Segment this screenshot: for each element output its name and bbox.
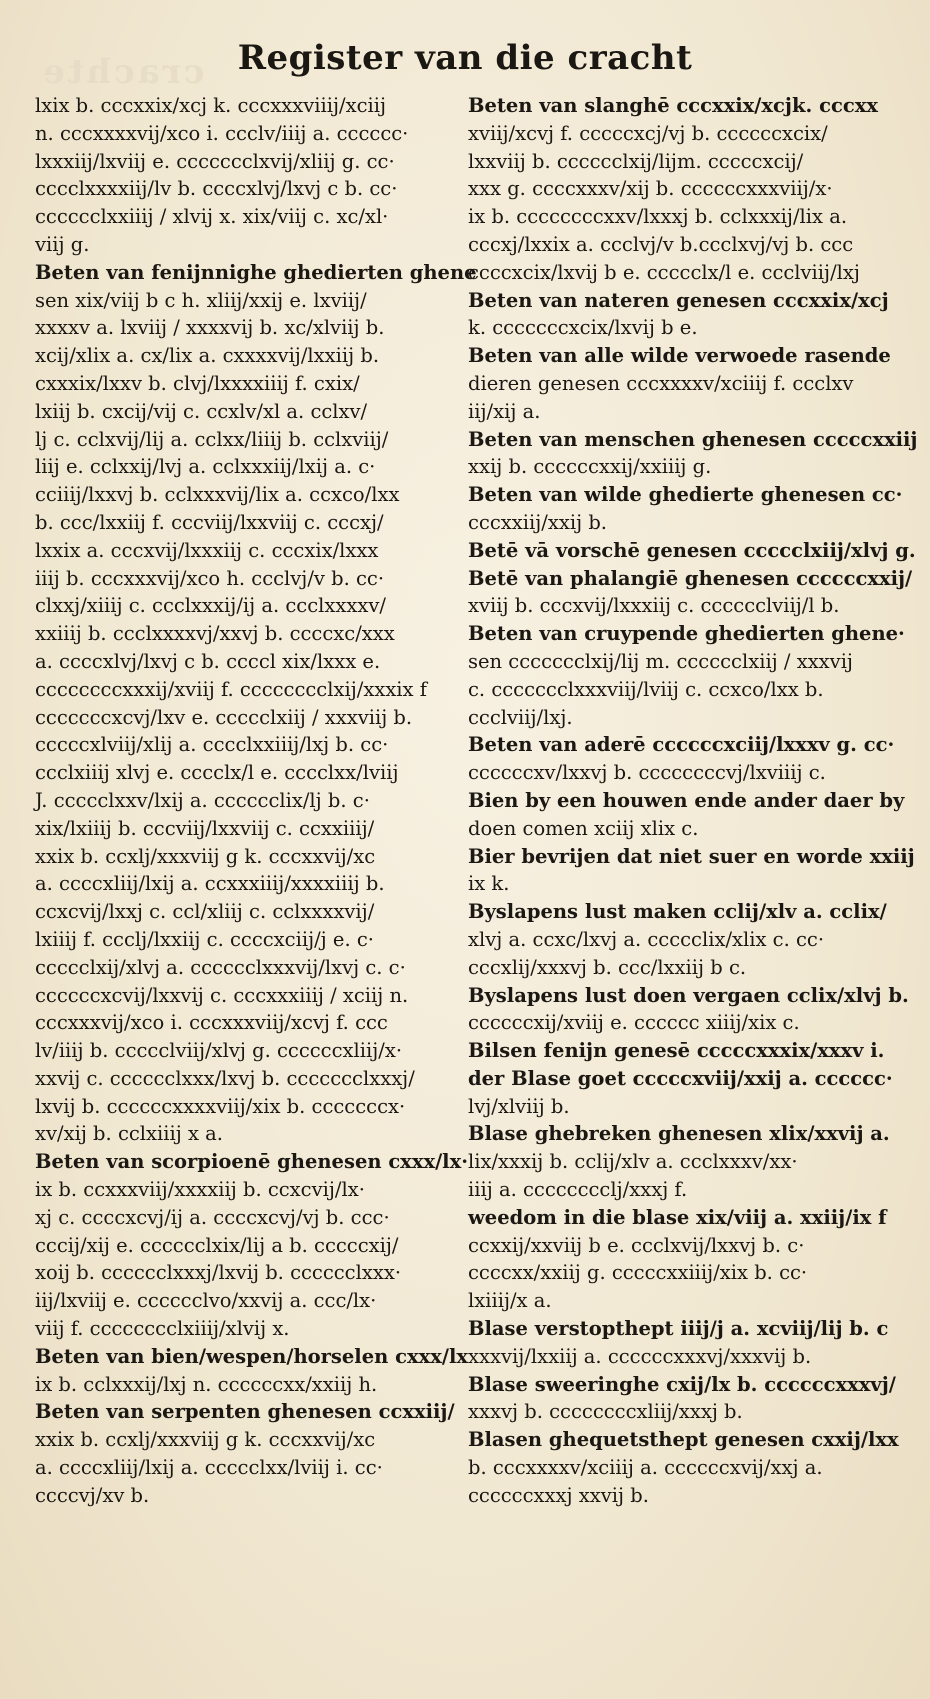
register-entry-heading: Bier bevrijen dat niet suer en worde xxiij (468, 844, 915, 868)
register-entry-heading: Beten van scorpioenē ghenesen cxxx/lx· (35, 1150, 469, 1174)
register-entry-heading: Beten van alle wilde verwoede rasende (468, 344, 891, 368)
register-entry-line: ccccxcix/lxvij b e. ccccclx/l e. ccclviij/lxj (468, 260, 860, 284)
register-entry-line: ix b. ccxxxviij/xxxxiij b. ccxcvij/lx· (35, 1178, 365, 1202)
register-entry-line: xxxvij/lxxiij a. ccccccxxxvj/xxxvij b. (468, 1344, 812, 1368)
register-entry-heading: weedom in die blase xix/viij a. xxiij/ix f (468, 1205, 887, 1229)
register-entry-line: ccccclxij/xlvj a. cccccclxxxvij/lxvj c. c· (35, 955, 406, 979)
register-entry-line: ix b. ccccccccxxv/lxxxj b. cclxxxij/lix a. (468, 205, 848, 229)
register-entry-line: cccxxiij/xxij b. (468, 510, 608, 534)
register-entry-line: ccccccxij/xviij e. cccccc xiiij/xix c. (468, 1011, 800, 1035)
register-entry-line: ccclxiiij xlvj e. cccclx/l e. cccclxx/lviij (35, 761, 399, 785)
register-entry-line: lxiiij/x a. (468, 1289, 552, 1313)
register-entry-heading: Blase verstopthept iiij/j a. xcviij/lij b. c (468, 1317, 889, 1341)
register-entry-line: lvj/xlviij b. (468, 1094, 570, 1118)
register-entry-line: a. ccccxliij/lxij a. ccxxxiiij/xxxxiiij b. (35, 872, 385, 896)
register-entry-heading: Betē vā vorschē genesen ccccclxiij/xlvj g. (468, 538, 916, 562)
register-entry-heading: Beten van wilde ghedierte ghenesen cc· (468, 483, 903, 507)
register-entry-line: ccxxij/xxviij b e. ccclxvij/lxxvj b. c· (468, 1233, 805, 1257)
register-entry-heading: Bien by een houwen ende ander daer by (468, 788, 905, 812)
register-entry-line: lxiiij f. ccclj/lxxiij c. ccccxciij/j e. c· (35, 927, 374, 951)
register-entry-line: xviij b. cccxvij/lxxxiij c. cccccclviij/l b. (468, 594, 840, 618)
register-entry-line: xj c. ccccxcvj/ij a. ccccxcvj/vj b. ccc· (35, 1205, 390, 1229)
register-entry-line: viij g. (35, 232, 90, 256)
register-entry-heading: Beten van bien/wespen/horselen cxxx/lx (35, 1344, 468, 1368)
register-entry-line: ccccvj/xv b. (35, 1483, 150, 1507)
register-entry-line: ccccccxxxj xxvij b. (468, 1483, 649, 1507)
register-entry-line: xxix b. ccxlj/xxxviij g k. cccxxvij/xc (35, 1428, 376, 1452)
register-entry-line: cciiij/lxxvj b. cclxxxvij/lix a. ccxco/lxx (35, 483, 400, 507)
register-entry-line: xxxvj b. ccccccccxliij/xxxj b. (468, 1400, 743, 1424)
register-entry-line: ix k. (468, 872, 510, 896)
register-entry-line: ccccccccxxxij/xviij f. cccccccclxij/xxxix f (35, 677, 427, 701)
register-entry-line: xviij/xcvj f. cccccxcj/vj b. ccccccxcix/ (468, 121, 828, 145)
register-entry-line: xxix b. ccxlj/xxxviij g k. cccxxvij/xc (35, 844, 376, 868)
register-entry-line: cccccccxcvj/lxv e. ccccclxiij / xxxviij b. (35, 705, 413, 729)
register-entry-line: lix/xxxij b. cclij/xlv a. ccclxxxv/xx· (468, 1150, 798, 1174)
register-entry-line: lxiij b. cxcij/vij c. ccxlv/xl a. cclxv/ (35, 399, 368, 423)
register-entry-line: xlvj a. ccxc/lxvj a. ccccclix/xlix c. cc· (468, 927, 825, 951)
register-entry-line: liij e. cclxxij/lvj a. cclxxxiij/lxij a. c· (35, 455, 376, 479)
register-entry-line: iij/lxviij e. cccccclvo/xxvij a. ccc/lx· (35, 1289, 377, 1313)
register-entry-line: xoij b. cccccclxxxj/lxvij b. cccccclxxx· (35, 1261, 402, 1285)
register-entry-line: doen comen xciij xlix c. (468, 816, 699, 840)
left-column (35, 92, 477, 1510)
register-entry-line: lxix b. cccxxix/xcj k. cccxxxviiij/xciij (35, 94, 387, 117)
register-entry-line: cccxxxvij/xco i. cccxxxviij/xcvj f. ccc (35, 1011, 388, 1035)
register-entry-heading: Bilsen fenijn genesē cccccxxxix/xxxv i. (468, 1039, 885, 1063)
register-entry-heading: Beten van aderē ccccccxciij/lxxxv g. cc· (468, 733, 895, 757)
register-entry-line: xxiiij b. ccclxxxxvj/xxvj b. ccccxc/xxx (35, 622, 395, 646)
register-entry-heading: Byslapens lust doen vergaen cclix/xlvj b. (468, 983, 909, 1007)
register-entry-heading: Beten van nateren genesen cccxxix/xcj (468, 288, 889, 312)
register-entry-line: a. ccccxliij/lxij a. ccccclxx/lviij i. cc· (35, 1456, 383, 1480)
register-entry-line: viij f. cccccccclxiiij/xlvij x. (35, 1317, 290, 1341)
register-entry-line: iij/xij a. (468, 399, 541, 423)
register-entry-line: lxvij b. ccccccxxxxviij/xix b. cccccccx· (35, 1094, 406, 1118)
register-entry-heading: Blase sweeringhe cxij/lx b. ccccccxxxvj/ (468, 1372, 896, 1396)
register-entry-heading: der Blase goet cccccxviij/xxij a. cccccc· (468, 1066, 893, 1090)
page-title: Register van die cracht (237, 38, 693, 78)
right-column (468, 92, 918, 1510)
register-entry-line: b. ccc/lxxiij f. cccviij/lxxviij c. cccxj/ (35, 510, 384, 534)
register-entry-line: cccclxxxxiij/lv b. ccccxlvj/lxvj c b. cc· (35, 177, 398, 201)
register-entry-heading: Beten van slanghē cccxxix/xcjk. cccxx (468, 94, 878, 117)
register-entry-line: ccccxx/xxiij g. cccccxxiiij/xix b. cc· (468, 1261, 808, 1285)
register-entry-line: clxxj/xiiij c. ccclxxxij/ij a. ccclxxxxv/ (35, 594, 386, 618)
register-entry-line: cccccclxxiiij / xlvij x. xix/viij c. xc/xl· (35, 205, 389, 229)
register-entry-line: sen xix/viij b c h. xliij/xxij e. lxviij/ (35, 288, 367, 312)
register-entry-line: xxx g. ccccxxxv/xij b. ccccccxxxviij/x· (468, 177, 833, 201)
register-entry-heading: Beten van cruypende ghedierten ghene· (468, 622, 905, 646)
register-entry-line: c. ccccccclxxxviij/lviij c. ccxco/lxx b. (468, 677, 824, 701)
register-entry-line: lxxviij b. cccccclxij/lijm. cccccxcij/ (468, 149, 804, 173)
register-entry-heading: Beten van menschen ghenesen cccccxxiij (468, 427, 918, 451)
register-entry-line: ccccccxv/lxxvj b. ccccccccvj/lxviiij c. (468, 761, 826, 785)
register-entry-line: n. cccxxxxvij/xco i. ccclv/iiij a. cccccc· (35, 121, 409, 145)
register-entry-line: iiij b. cccxxxvij/xco h. ccclvj/v b. cc· (35, 566, 385, 590)
register-entry-line: ccxcvij/lxxj c. ccl/xliij c. cclxxxxvij/ (35, 900, 375, 924)
register-entry-heading: Byslapens lust maken cclij/xlv a. cclix/ (468, 900, 887, 924)
register-entry-heading: Beten van fenijnnighe ghedierten ghene (35, 260, 477, 284)
register-entry-line: cxxxix/lxxv b. clvj/lxxxxiiij f. cxix/ (35, 371, 360, 395)
register-entry-heading: Blasen ghequetsthept genesen cxxij/lxx (468, 1428, 899, 1452)
register-entry-line: lj c. cclxvij/lij a. cclxx/liiij b. cclxviij/ (35, 427, 389, 451)
register-entry-line: ix b. cclxxxij/lxj n. ccccccxx/xxiij h. (35, 1372, 378, 1396)
register-entry-line: ccccccxcvij/lxxvij c. cccxxxiiij / xciij n. (35, 983, 409, 1007)
register-entry-line: lv/iiij b. ccccclviij/xlvj g. ccccccxliij/x· (35, 1039, 403, 1063)
register-entry-line: ccclviij/lxj. (468, 705, 573, 729)
register-entry-line: xxij b. ccccccxxij/xxiiij g. (468, 455, 712, 479)
register-entry-line: sen ccccccclxij/lij m. cccccclxiij / xxxvij (468, 649, 853, 673)
bleed-through-text: crachte (40, 52, 205, 92)
register-entry-line: k. cccccccxcix/lxvij b e. (468, 316, 698, 340)
register-entry-line: xcij/xlix a. cx/lix a. cxxxxvij/lxxiij b. (35, 344, 380, 368)
register-entry-line: xxxxv a. lxviij / xxxxvij b. xc/xlviij b. (35, 316, 385, 340)
register-entry-heading: Beten van serpenten ghenesen ccxxiij/ (35, 1400, 455, 1424)
register-entry-line: lxxxiij/lxviij e. ccccccclxvij/xliij g. cc· (35, 149, 395, 173)
register-entry-line: xxvij c. cccccclxxx/lxvj b. ccccccclxxxj/ (35, 1066, 415, 1090)
register-entry-heading: Blase ghebreken ghenesen xlix/xxvij a. (468, 1122, 890, 1146)
register-entry-line: xix/lxiiij b. cccviij/lxxviij c. ccxxiiij/ (35, 816, 375, 840)
register-entry-line: dieren genesen cccxxxxv/xciiij f. ccclxv (468, 371, 854, 395)
register-entry-line: iiij a. cccccccclj/xxxj f. (468, 1178, 688, 1202)
register-entry-line: xv/xij b. cclxiiij x a. (35, 1122, 223, 1146)
register-entry-line: b. cccxxxxv/xciiij a. ccccccxvij/xxj a. (468, 1456, 823, 1480)
register-entry-line: lxxix a. cccxvij/lxxxiij c. cccxix/lxxx (35, 538, 379, 562)
register-entry-line: a. ccccxlvj/lxvj c b. ccccl xix/lxxx e. (35, 649, 381, 673)
register-entry-line: cccxlij/xxxvj b. ccc/lxxiij b c. (468, 955, 747, 979)
register-entry-line: cccccxlviij/xlij a. cccclxxiiij/lxj b. cc· (35, 733, 389, 757)
register-entry-line: cccij/xij e. cccccclxix/lij a b. cccccxij/ (35, 1233, 399, 1257)
register-entry-line: cccxj/lxxix a. ccclvj/v b.ccclxvj/vj b. ccc (468, 232, 854, 256)
register-entry-heading: Betē van phalangiē ghenesen ccccccxxij/ (468, 566, 913, 590)
register-entry-line: J. ccccclxxv/lxij a. cccccclix/lj b. c· (35, 788, 370, 812)
